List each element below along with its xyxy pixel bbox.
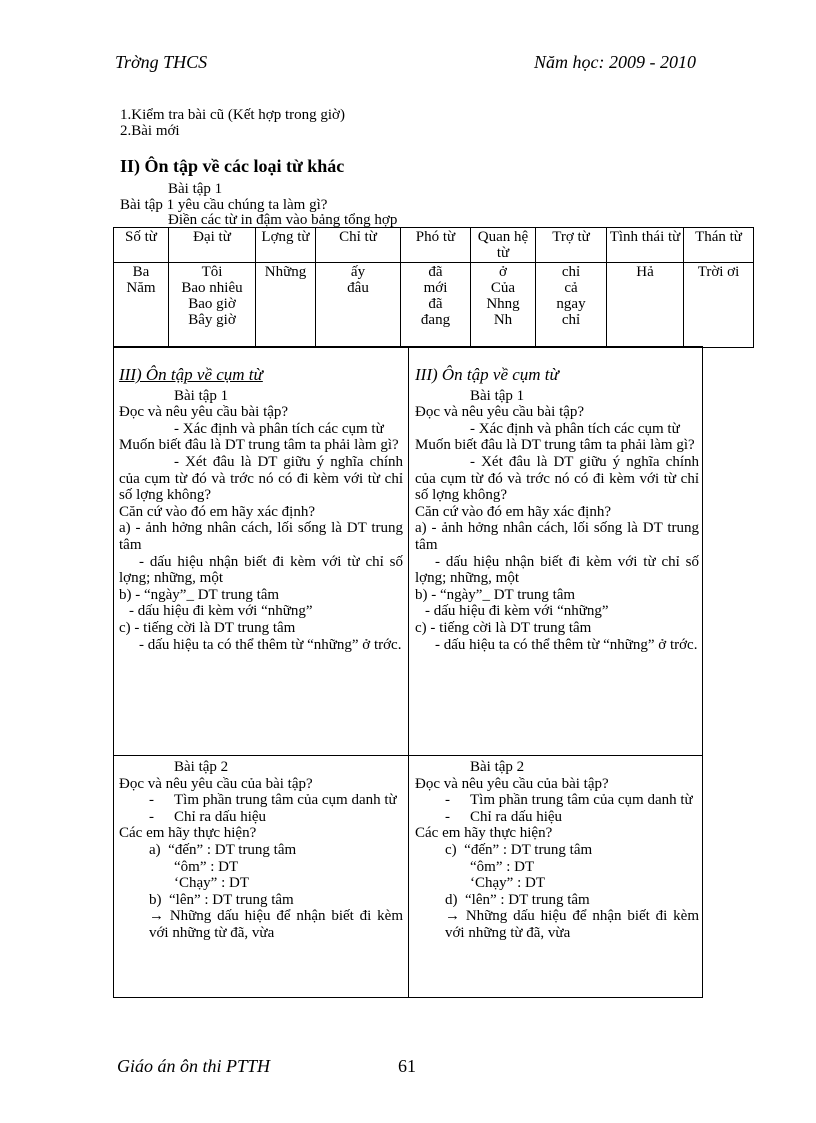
ex2-item: ‘Chạy” : DT: [174, 875, 249, 892]
header-year: Năm học: 2009 - 2010: [534, 52, 696, 72]
ex1-label: Bài tập 1: [174, 387, 229, 404]
cluster-title: III) Ôn tập về cụm từ: [415, 365, 559, 384]
ex2-line: Đọc và nêu yêu cầu của bài tập?: [119, 775, 313, 792]
table-header-cell: Số từ: [114, 228, 169, 263]
arrow-icon: →: [445, 908, 460, 925]
intro-line-2: 2.Bài mới: [120, 123, 180, 139]
table-cell: Hả: [607, 263, 684, 348]
column-divider: [408, 347, 409, 997]
table-row: [114, 263, 754, 348]
ex1-line: - dấu hiệu đi kèm với “những”: [129, 603, 313, 620]
cluster-title: III) Ôn tập về cụm từ: [119, 365, 263, 384]
ex1-line: Muốn biết đâu là DT trung tâm ta phải làm gì?: [119, 437, 399, 454]
ex2-bullet: - Tìm phần trung tâm của cụm danh từ: [149, 792, 397, 809]
ex1-line: b) - “ngày”_ DT trung tâm: [415, 586, 576, 603]
ex2-line: Các em hãy thực hiện?: [119, 825, 257, 842]
ex1-line: Căn cứ vào đó em hãy xác định?: [415, 503, 611, 520]
ex2-item: “ôm” : DT: [174, 858, 239, 875]
table-header-cell: Trợ từ: [536, 228, 607, 263]
ex1-line: c) - tiếng cời là DT trung tâm: [415, 619, 592, 636]
ex2-item: “ôm” : DT: [470, 858, 535, 875]
table-cell: Tôi Bao nhiêu Bao giờ Bây giờ: [169, 263, 256, 348]
footer-title: Giáo án ôn thi PTTH: [117, 1056, 271, 1076]
ex1-line: - Xét đâu là DT giữu ý nghĩa chính của cụm từ đó và trớc nó có đi kèm với từ chỉ số lợng không?: [119, 453, 403, 504]
ex1-line: Muốn biết đâu là DT trung tâm ta phải làm gì?: [415, 437, 695, 454]
ex1-line: a) - ảnh hởng nhân cách, lối sống là DT trung tâm: [415, 520, 699, 553]
ex1-line: - Xác định và phân tích các cụm từ: [470, 420, 680, 437]
table-header-cell: Phó từ: [401, 228, 471, 263]
table-cell: Những: [256, 263, 316, 348]
exercise-label: Bài tập 1: [168, 181, 223, 197]
table-header-row: [114, 228, 754, 263]
table-header-cell: Đại từ: [169, 228, 256, 263]
ex1-line: - dấu hiệu nhận biết đi kèm với từ chỉ số lợng; những, một: [415, 553, 699, 587]
header-school: Trờng THCS: [115, 52, 208, 72]
ex2-conclusion: → Những dấu hiệu để nhận biết đi kèm với những từ đã, vừa: [149, 908, 403, 941]
section-title: II) Ôn tập về các loại từ khác: [120, 156, 345, 176]
ex1-line: - dấu hiệu đi kèm với “những”: [425, 603, 609, 620]
arrow-icon: →: [149, 908, 164, 925]
cluster-grid: [113, 346, 703, 998]
ex2-item: a) “đến” : DT trung tâm: [149, 841, 297, 858]
ex1-line: b) - “ngày”_ DT trung tâm: [119, 586, 280, 603]
ex1-line: Căn cứ vào đó em hãy xác định?: [119, 503, 315, 520]
ex2-item: ‘Chạy” : DT: [470, 875, 545, 892]
ex1-line: - dấu hiệu ta có thể thêm từ “những” ở trớc.: [139, 636, 402, 653]
ex1-line: c) - tiếng cời là DT trung tâm: [119, 619, 296, 636]
ex2-item: b) “lên” : DT trung tâm: [149, 891, 294, 908]
table-cell: Trời ơi: [684, 263, 754, 348]
ex1-line: - dấu hiệu ta có thể thêm từ “những” ở trớc.: [435, 636, 698, 653]
table-cell: ấy đâu: [316, 263, 401, 348]
ex1-line: a) - ảnh hởng nhân cách, lối sống là DT trung tâm: [119, 520, 403, 553]
cell-ex1-right: [415, 367, 699, 653]
table-cell: Ba Năm: [114, 263, 169, 348]
exercise-question: Bài tập 1 yêu cầu chúng ta làm gì?: [120, 197, 328, 213]
ex2-bullet: - Chỉ ra dấu hiệu: [149, 808, 267, 825]
ex1-line: Đọc và nêu yêu cầu bài tập?: [119, 404, 289, 421]
ex2-conclusion: → Những dấu hiệu để nhận biết đi kèm với những từ đã, vừa: [445, 908, 699, 941]
table-cell: đã mới đã đang: [401, 263, 471, 348]
ex2-bullet: - Chỉ ra dấu hiệu: [445, 808, 563, 825]
row-divider: [114, 755, 702, 756]
table-header-cell: Chỉ từ: [316, 228, 401, 263]
cell-ex1-left: [119, 367, 403, 653]
table-header-cell: Quan hệ từ: [471, 228, 536, 263]
table-cell: ở Của Nhng Nh: [471, 263, 536, 348]
word-class-table: [113, 227, 754, 348]
exercise-instruction: Điền các từ in đậm vào bảng tổng hợp: [168, 212, 398, 228]
ex2-line: Đọc và nêu yêu cầu của bài tập?: [415, 775, 609, 792]
table-header-cell: Lợng từ: [256, 228, 316, 263]
table-cell: chỉ cả ngay chỉ: [536, 263, 607, 348]
ex1-label: Bài tập 1: [470, 387, 525, 404]
cell-ex2-left: [119, 759, 403, 942]
ex1-line: - dấu hiệu nhận biết đi kèm với từ chỉ số lợng; những, một: [119, 553, 403, 587]
ex2-label: Bài tập 2: [470, 759, 525, 775]
ex1-line: Đọc và nêu yêu cầu bài tập?: [415, 404, 585, 421]
ex2-line: Các em hãy thực hiện?: [415, 825, 553, 842]
ex2-item: c) “đến” : DT trung tâm: [445, 841, 593, 858]
ex1-line: - Xác định và phân tích các cụm từ: [174, 420, 384, 437]
ex2-label: Bài tập 2: [174, 759, 229, 775]
cell-ex2-right: [415, 759, 699, 942]
ex1-line: - Xét đâu là DT giữu ý nghĩa chính của cụm từ đó và trớc nó có đi kèm với từ chỉ số lợng không?: [415, 453, 699, 504]
table-header-cell: Tình thái từ: [607, 228, 684, 263]
table-header-cell: Thán từ: [684, 228, 754, 263]
ex2-bullet: - Tìm phần trung tâm của cụm danh từ: [445, 792, 693, 809]
intro-line-1: 1.Kiểm tra bài cũ (Kết hợp trong giờ): [120, 107, 345, 123]
page-number: 61: [398, 1056, 416, 1076]
ex2-item: d) “lên” : DT trung tâm: [445, 891, 590, 908]
